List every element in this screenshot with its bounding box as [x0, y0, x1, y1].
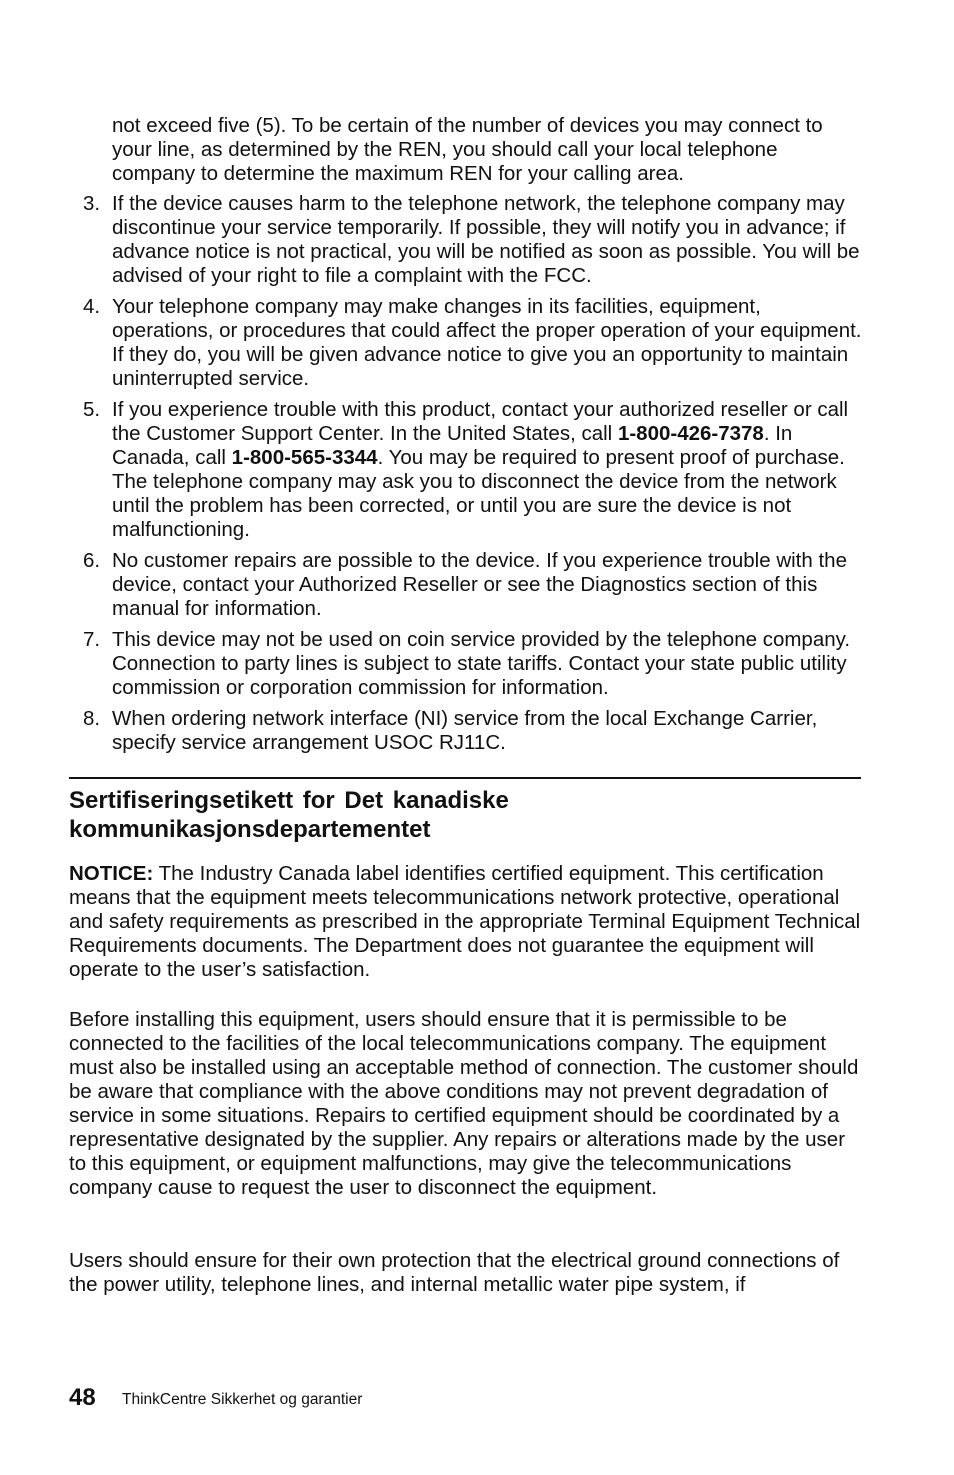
list-item-number: 5.	[83, 398, 101, 421]
list-item-number: 8.	[83, 707, 101, 730]
phone-number-canada: 1-800-565-3344	[231, 446, 378, 469]
list-item-text	[112, 398, 848, 541]
list-item-number: 6.	[83, 549, 101, 572]
list-item-text: No customer repairs are possible to the device. If you experience trouble with the device, contact your Authorized Reseller or see the Diagnostics section of this manual for information.	[112, 549, 847, 620]
list-item	[0, 549, 864, 621]
notice-text: The Industry Canada label identifies certified equipment. This certification means that the equipment meets telecommunications network protective, operational and safety requirements as prescribed in the appropriate Terminal Equipment Technical Requirements documents. The Department does not guarantee the equipment will operate to the user’s satisfaction.	[69, 862, 861, 981]
list-item-number: 7.	[83, 628, 101, 651]
list-item	[0, 192, 864, 288]
section-divider	[69, 777, 861, 779]
book-title: ThinkCentre Sikkerhet og garantier	[122, 1391, 363, 1408]
notice-paragraph	[69, 862, 864, 982]
list-item-text: This device may not be used on coin service provided by the telephone company. Connection to party lines is subject to state tariffs. Contact your state public utility commission or corporation commission for information.	[112, 628, 851, 699]
list-item-text-part: If you experience trouble with this product, contact your authorized reseller or call the Customer Support Center. In the United States, call	[112, 398, 849, 445]
list-item-text: Your telephone company may make changes in its facilities, equipment, operations, or procedures that could affect the proper operation of your equipment. If they do, you will be given advance notice to give you an opportunity to maintain uninterrupted service.	[112, 295, 862, 390]
list-item	[0, 628, 864, 700]
list-item	[0, 398, 864, 542]
continuation-paragraph: not exceed five (5). To be certain of the number of devices you may connect to your line, as determined by the REN, you should call your local telephone company to determine the maximum REN for your calling area.	[112, 114, 823, 185]
numbered-list	[0, 192, 954, 762]
grounding-paragraph: Users should ensure for their own protection that the electrical ground connections of the power utility, telephone lines, and internal metallic water pipe system, if	[69, 1249, 840, 1296]
list-item-text-part: . In Canada, call	[112, 422, 793, 469]
list-item-text: If the device causes harm to the telephone network, the telephone company may discontinue your service temporarily. If possible, they will notify you in advance; if advance notice is not practical, you will be notified as soon as possible. You will be advised of your right to file a complaint with the FCC.	[112, 192, 860, 287]
page-number: 48	[69, 1384, 96, 1411]
list-item-number: 4.	[83, 295, 101, 318]
section-heading: Sertifiseringsetikett for Det kanadiske kommunikasjonsdepartementet	[69, 787, 509, 843]
list-item-number: 3.	[83, 192, 101, 215]
notice-label: NOTICE:	[69, 862, 154, 885]
phone-number-us: 1-800-426-7378	[617, 422, 764, 445]
list-item-text-part: . You may be required to present proof of purchase. The telephone company may ask you to disconnect the device from the network until the problem has been corrected, or until you are sure the device is not malfunctioning.	[112, 446, 845, 541]
installation-paragraph: Before installing this equipment, users should ensure that it is permissible to be connected to the facilities of the local telecommunications company. The equipment must also be installed using an acceptable method of connection. The customer should be aware that compliance with the above conditions may not prevent degradation of service in some situations. Repairs to certified equipment should be coordinated by a representative designated by the supplier. Any repairs or alterations made by the user to this equipment, or equipment malfunctions, may give the telecommunications company cause to request the user to disconnect the equipment.	[69, 1008, 859, 1199]
list-item-text: When ordering network interface (NI) service from the local Exchange Carrier, specify service arrangement USOC RJ11C.	[112, 707, 818, 754]
list-item	[0, 707, 864, 755]
list-item	[0, 295, 864, 391]
